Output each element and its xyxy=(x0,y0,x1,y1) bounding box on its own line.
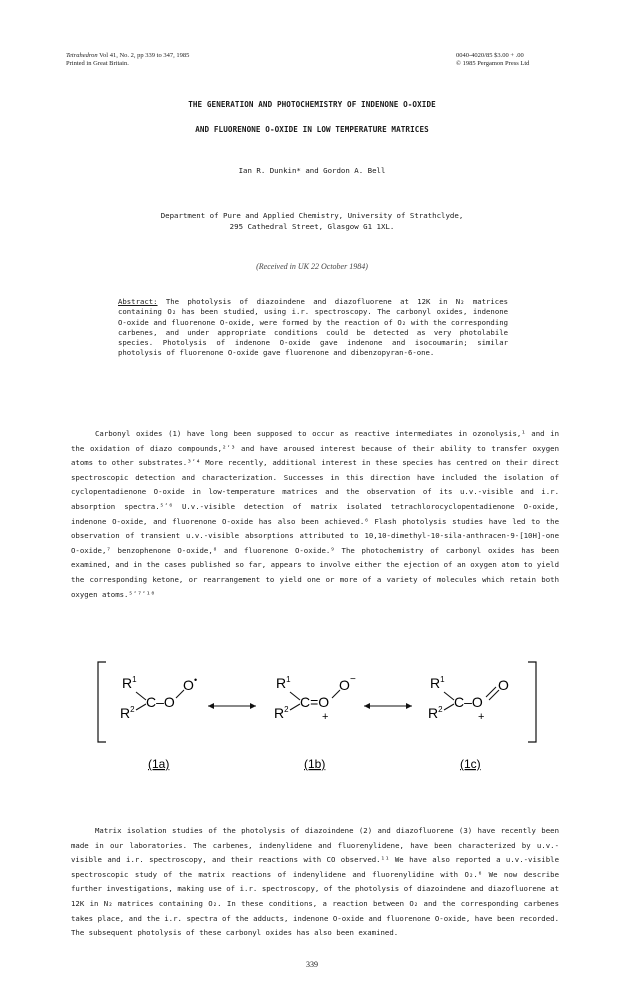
paragraph-1-text: Carbonyl oxides (1) have long been supposed to occur as reactive intermediates in ozonolysis,¹ and in the oxidation of diazo compounds,²ʹ³ and have aroused interest because of their ability to transfer oxygen atoms to other substrates.³ʹ⁴ More recently, additional interest in these species has centred on their direct spectroscopic detection and characterization. Successes in this direction have included the isolation of cyclopentadienone O-oxide in low-temperature matrices and the observation of its u.v.-visible and i.r. absorption spectra.⁵ʹ⁶ U.v.-visible detection of matrix isolated tetrachlorocyclopentadienone O-oxide, indenone O-oxide, and fluorenone O-oxide has also been achieved.⁶ Flash photolysis studies have led to the observation of transient u.v.-visible absorptions attributed to 10,10-dimethyl-10-sila-anthracen-9-[10H]-one O-oxide,⁷ benzophenone O-oxide,⁸ and fluorenone O-oxide.⁹ The photochemistry of carbonyl oxides has been examined, and in the cases published so far, appears to involve either the ejection of an oxygen atom to yield the corresponding ketone, or rearrangement to yield one or more of a variety of molecules which retain both oxygen atoms.⁵ʹ⁷ʹ¹⁰ xyxy=(71,429,559,599)
s1-terminal-o: O xyxy=(183,677,194,693)
resonance-arrow-2 xyxy=(364,703,412,709)
price-code: 0040-4020/85 $3.00 + .00 xyxy=(456,52,524,59)
structure-1c xyxy=(428,675,509,771)
affiliation-line1: Department of Pure and Applied Chemistry, University of Strathclyde, xyxy=(160,211,464,220)
label-1a: (1a) xyxy=(148,757,170,771)
abstract-label: Abstract: xyxy=(118,297,158,306)
authors: Ian R. Dunkin* and Gordon A. Bell xyxy=(238,166,386,175)
abstract xyxy=(118,297,508,359)
body-paragraph-2 xyxy=(71,824,559,941)
structure-1a xyxy=(120,675,197,771)
s2-r1: $R^1$ xyxy=(276,675,291,691)
resonance-scheme xyxy=(96,660,538,772)
s3-plus: + xyxy=(478,711,485,723)
page-number: 339 xyxy=(306,960,318,969)
s1-r2: $R^2$ xyxy=(120,705,135,721)
paper-title-line1: THE GENERATION AND PHOTOCHEMISTRY OF INDENONE O-OXIDE xyxy=(188,100,436,109)
left-bracket xyxy=(98,662,106,742)
paragraph-2-text: Matrix isolation studies of the photolysis of diazoindene (2) and diazofluorene (3) have recently been made in our laboratories. The carbenes, indenylidene and fluorenylidene, have been characterized by u.v.-visible and i.r. spectroscopy, and their reactions with CO observed.¹¹ We have also reported a u.v.-visible spectroscopic study of the matrix reactions of indenylidene and fluorenylidine with O₂.⁶ We now describe further investigations, making use of i.r. spectroscopy, of the photolysis of diazoindene and diazofluorene at 12K in N₂ matrices containing O₂. In these conditions, a reaction between O₂ and the corresponding carbenes takes place, and the i.r. spectra of the adducts, indenone O-oxide and fluorenone O-oxide, have been recorded. The subsequent photolysis of these carbonyl oxides has also been examined. xyxy=(71,826,559,938)
s2-plus: + xyxy=(322,711,329,723)
label-1c: (1c) xyxy=(460,757,481,771)
affiliation-line2: 295 Cathedral Street, Glasgow G1 1XL. xyxy=(229,222,395,231)
journal-name: Tetrahedron xyxy=(66,52,98,59)
right-bracket xyxy=(528,662,536,742)
s3-terminal-o: O xyxy=(498,677,509,693)
s2-minus: − xyxy=(350,674,356,685)
s1-radical: • xyxy=(194,675,198,685)
s3-r1: $R^1$ xyxy=(430,675,445,691)
s2-terminal-o: O xyxy=(339,677,350,693)
received-date: (Received in UK 22 October 1984) xyxy=(256,262,368,271)
copyright: © 1985 Pergamon Press Ltd xyxy=(456,60,530,67)
printed-in: Printed in Great Britain. xyxy=(66,60,129,67)
body-paragraph-1 xyxy=(71,427,559,602)
label-1b: (1b) xyxy=(304,757,326,771)
citation-details: Vol 41, No. 2, pp 339 to 347, 1985 xyxy=(97,52,190,59)
journal-citation xyxy=(66,52,189,60)
paper-title-line2: AND FLUORENONE O-OXIDE IN LOW TEMPERATURE MATRICES xyxy=(195,125,429,134)
abstract-text: The photolysis of diazoindene and diazofluorene at 12K in N₂ matrices containing O₂ has been studied, using i.r. spectroscopy. The carbonyl oxides, indenone O-oxide and fluorenone O-oxide, were formed by the reaction of O₂ with the corresponding carbenes, and under appropriate conditions could be detected as very photolabile species. Photolysis of indenone O-oxide gave indenone and isocoumarin; similar photolysis of fluorenone O-oxide gave fluorenone and dibenzopyran-6-one. xyxy=(118,297,508,358)
s3-bond: C–O xyxy=(454,694,483,710)
s1-bond: C–O xyxy=(146,694,175,710)
s3-r2: $R^2$ xyxy=(428,705,443,721)
s1-r1: $R^1$ xyxy=(122,675,137,691)
s2-bond: C=O xyxy=(300,694,330,710)
s2-r2: $R^2$ xyxy=(274,705,289,721)
structure-1b xyxy=(274,674,356,771)
resonance-arrow-1 xyxy=(208,703,256,709)
